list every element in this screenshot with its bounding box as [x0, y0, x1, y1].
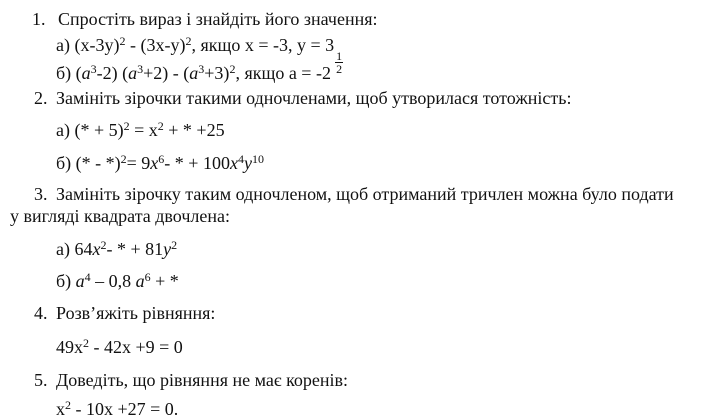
item-label: а) — [56, 120, 70, 140]
task-number: 5. — [34, 370, 48, 390]
task-title-continued: у вигляді квадрата двочлена: — [10, 206, 230, 226]
expression: $a^4 - 0,8$ $a^6$ + * — [75, 270, 179, 291]
expression: $(a^3-2)$ $(a^3+2) - (a^3+3)^2$, якщо а = -2 — [75, 62, 331, 83]
task-number: 4. — [34, 303, 48, 323]
task-3-heading — [34, 183, 674, 205]
task-title: Спростіть вираз і знайдіть його значення: — [58, 9, 378, 29]
task-5-heading — [34, 369, 348, 391]
item-label: а) — [56, 35, 70, 55]
task-1b — [56, 62, 331, 84]
item-label: а) — [56, 239, 70, 259]
task-4-heading — [34, 302, 215, 324]
task-number: 1. — [32, 9, 46, 29]
task-3-heading-cont — [10, 205, 230, 227]
task-4-equation: $49x^2 - 42x +9 = 0$ — [56, 336, 183, 357]
task-title: Розв’яжіть рівняння: — [56, 303, 216, 323]
task-title: Доведіть, що рівняння не має коренів: — [56, 370, 349, 390]
task-1-heading — [32, 8, 378, 30]
task-title: Замініть зірочку таким одночленом, щоб отриманий тричлен можна було подати — [56, 184, 674, 204]
expression: $64x^2-$ * + $81y^2$ — [74, 238, 178, 259]
task-2a — [56, 119, 225, 141]
task-number: 2. — [34, 88, 48, 108]
task-3a — [56, 238, 177, 260]
task-number: 3. — [34, 184, 48, 204]
task-5-equation: $x^2 - 10x +27 = 0$. — [56, 398, 179, 419]
task-2b — [56, 152, 264, 174]
expression: (* - $*)^2= 9x^6-$ * + $100x^4y^{10}$ — [75, 152, 264, 173]
task-2-heading — [34, 87, 571, 109]
item-label: б) — [56, 63, 72, 83]
item-label: б) — [56, 153, 72, 173]
task-3b — [56, 270, 179, 292]
expression: $(x-3y)^2 - (3x-y)^2$, якщо x = -3, y = 3 $\frac{1}{2}$ — [74, 34, 343, 76]
expression: (* + $5)^2 = x^2$ + * +25 — [74, 119, 225, 140]
task-title: Замініть зірочки такими одночленами, щоб утворилася тотожність: — [56, 88, 572, 108]
item-label: б) — [56, 271, 72, 291]
fraction: $\frac{1}{2}$ — [336, 49, 343, 76]
